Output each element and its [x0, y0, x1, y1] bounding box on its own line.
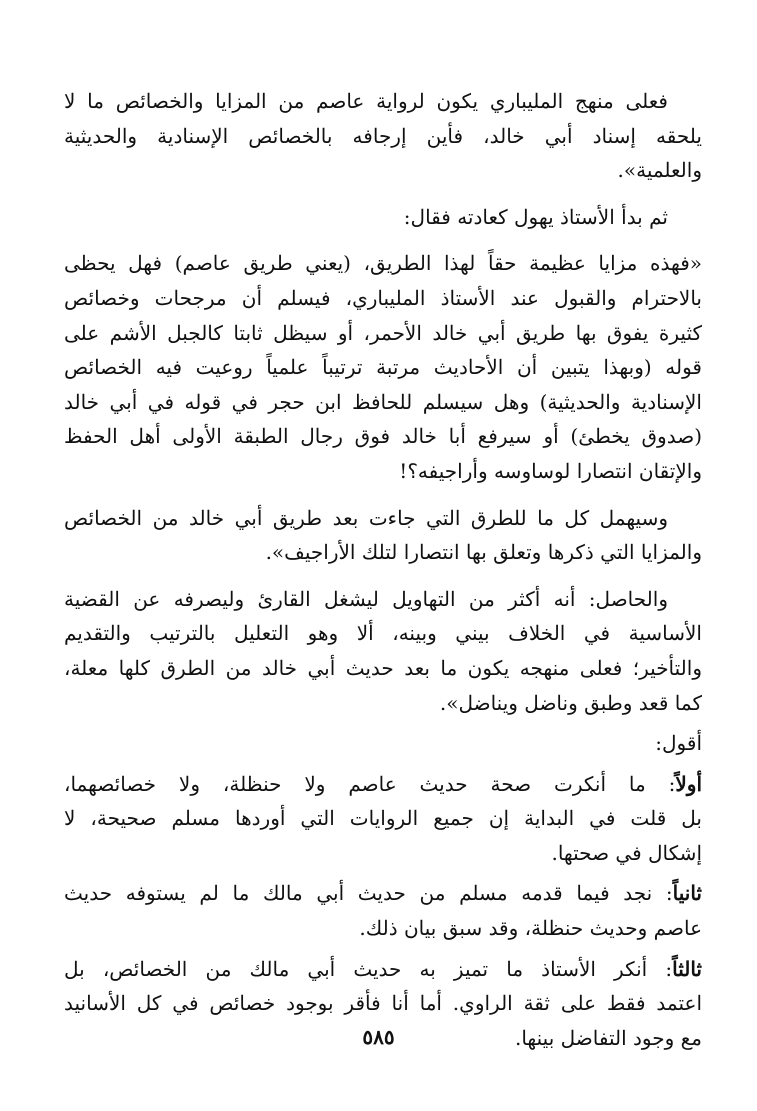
paragraph-aqul	[64, 726, 702, 761]
text-line: فعلى منهج المليباري يكون لرواية عاصم من المزايا والخصائص ما لا	[64, 89, 668, 113]
point-text: : ما أنكرت صحة حديث عاصم ولا حنظلة، ولا خصائصهما،	[64, 771, 676, 796]
text-line: الأساسية في الخلاف بيني وبينه، ألا وهو التعليل بالترتيب والتقديم	[64, 621, 702, 646]
text-line: والإتقان انتصارا لوساوسه وأراجيفه؟!	[399, 458, 702, 483]
paragraph-1	[64, 84, 702, 188]
point-lead: ثالثاً	[672, 956, 702, 981]
paragraph-quote	[64, 246, 702, 488]
point-text: : نجد فيما قدمه مسلم من حديث أبي مالك ما لم يستوفه حديث	[64, 881, 673, 906]
text-line: إشكال في صحتها.	[551, 840, 702, 865]
text-line: كما قعد وطبق وناضل ويناضل».	[439, 690, 702, 715]
point-lead: أولاً	[675, 771, 702, 796]
point-lead: ثانياً	[672, 881, 702, 906]
text-line: قوله (وبهذا يتبين أن الأحاديث مرتبة ترتيباً علمياً روعيت فيه الخصائص	[64, 355, 702, 380]
paragraph-second-point	[64, 876, 702, 945]
text-line	[64, 876, 702, 911]
text-line: والمزايا التي ذكرها وتعلق بها انتصارا لتلك الأراجيف».	[265, 540, 702, 565]
text-line: وسيهمل كل ما للطرق التي جاءت بعد طريق أبي خالد من الخصائص	[64, 505, 668, 530]
text-line: والعلمية».	[617, 158, 702, 183]
text-line: ثم بدأ الأستاذ يهول كعادته فقال:	[403, 204, 668, 229]
text-line: اعتمد فقط على ثقة الراوي. أما أنا فأقر بوجود خصائص في كل الأسانيد	[64, 991, 702, 1016]
text-line: بالاحترام والقبول عند الأستاذ المليباري، فيسلم أن مرجحات وخصائص	[64, 285, 702, 310]
text-line	[64, 952, 702, 987]
paragraph-first-point	[64, 767, 702, 871]
text-line: الإسنادية والحديثية) وهل سيسلم للحافظ ابن حجر في قوله في أبي خالد	[64, 389, 702, 414]
text-line: «فهذه مزايا عظيمة حقاً لهذا الطريق، (يعني طريق عاصم) فهل يحظى	[64, 251, 702, 276]
page-number: ٥٨٥	[362, 1025, 395, 1049]
text-line: كثيرة يفوق بها طريق أبي خالد الأحمر، أو سيظل ثابتا كالجبل الأشم على	[64, 320, 702, 345]
text-line: (صدوق يخطئ) أو سيرفع أبا خالد فوق رجال الطبقة الأولى أهل الحفظ	[64, 424, 702, 449]
paragraph-4	[64, 501, 702, 570]
text-line: والتأخير؛ فعلى منهجه يكون ما بعد حديث أبي خالد من الطرق كلها معلة،	[64, 655, 702, 680]
page-body	[64, 84, 702, 1055]
text-line	[64, 767, 702, 802]
paragraph-2	[64, 200, 702, 235]
text-line: بل قلت في البداية إن جميع الروايات التي أوردها مسلم صحيحة، لا	[64, 806, 702, 831]
text-line: والحاصل: أنه أكثر من التهاويل ليشغل القارئ وليصرفه عن القضية	[64, 586, 668, 611]
text-line: أقول:	[655, 731, 702, 756]
paragraph-5	[64, 582, 702, 720]
text-line: يلحقه إسناد أبي خالد، فأين إرجافه بالخصائص الإسنادية والحديثية	[64, 123, 702, 148]
text-line: مع وجود التفاضل بينها.	[514, 1025, 702, 1050]
point-text: : أنكر الأستاذ ما تميز به حديث أبي مالك من الخصائص، بل	[64, 956, 673, 981]
text-line: عاصم وحديث حنظلة، وقد سبق بيان ذلك.	[359, 916, 702, 941]
